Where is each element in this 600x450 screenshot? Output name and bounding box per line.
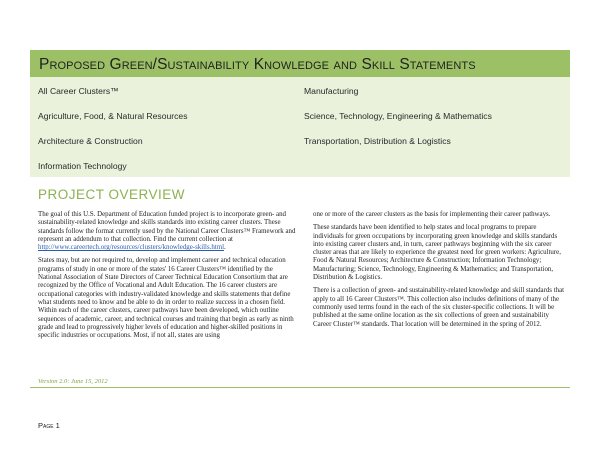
overview-paragraph-5: There is a collection of green- and sustainability-related knowledge and skill standards that apply to all 16 Career Clusters™. This collection also includes definitions of many of the commonly used terms found in the each of the six cluster-specific collections. It will be published at the same online location as the six collections of green and sustainability Career Cluster™ standards. That location will be determined in the spring of 2012. bbox=[313, 287, 565, 328]
cluster-agriculture: Agriculture, Food, & Natural Resources bbox=[38, 111, 188, 121]
version-note: Version 2.0: June 15, 2012 bbox=[38, 378, 108, 385]
overview-right-column bbox=[313, 211, 568, 334]
cluster-all-career-clusters: All Career Clusters™ bbox=[38, 86, 119, 96]
page-number: Page 1 bbox=[38, 421, 60, 430]
overview-paragraph-2: States may, but are not required to, develop and implement career and technical education programs of study in one or more of the states' 16 Career Clusters™ identified by the National Association of State Directors of Career Technical Education Consortium that are recognized by the Office of Vocational and Adult Education. The 16 career clusters are occupational categories with industry-validated knowledge and skills statements that define what students need to know and be able to do in order to realize success in a chosen field. Within each of the career clusters, career pathways have been developed, which outline sequences of academic, career, and technical courses and training that begin as early as ninth grade and lead to progressively higher levels of education and higher-skilled positions in specific industries or occupations. Most, if not all, states are using bbox=[38, 257, 294, 340]
overview-paragraph-1: The goal of this U.S. Department of Education funded project is to incorporate green- and sustainability-related knowledge and skills standards into existing career clusters. These standards follow the format currently used by the National Career Clusters™ Framework and represent an addendum to that collection. Find the current collection at http://www.careertech.org/resources/clusters/knowledge-skills.html. bbox=[38, 211, 296, 252]
overview-paragraph-4: These standards have been identified to help states and local programs to prepare individuals for green occupations by incorporating green knowledge and skills standards into existing career clusters and, in turn, career pathways beginning with the six career cluster areas that are likely to experience the greatest need for green workers: Agriculture, Food & Natural Resources; Architecture & Construction; Information Technology; Manufacturing; Science, Technology, Engineering & Mathematics; and Transportation, Distribution & Logistics. bbox=[313, 224, 561, 282]
cluster-information-technology: Information Technology bbox=[38, 161, 127, 171]
cluster-stem: Science, Technology, Engineering & Mathematics bbox=[304, 111, 492, 121]
cluster-transportation: Transportation, Distribution & Logistics bbox=[304, 136, 451, 146]
overview-paragraph-3: one or more of the career clusters as the basis for implementing their career pathways. bbox=[313, 211, 551, 218]
section-title-project-overview: PROJECT OVERVIEW bbox=[38, 187, 186, 202]
knowledge-skills-link[interactable]: http://www.careertech.org/resources/clusters/knowledge-skills.html bbox=[38, 244, 224, 252]
document-title-banner bbox=[30, 50, 570, 77]
footer-divider bbox=[30, 387, 570, 388]
cluster-manufacturing: Manufacturing bbox=[304, 86, 359, 96]
document-title: Proposed Green/Sustainability Knowledge and Skill Statements bbox=[39, 56, 476, 73]
career-clusters-panel bbox=[30, 77, 570, 177]
overview-left-column bbox=[38, 211, 296, 345]
cluster-architecture: Architecture & Construction bbox=[38, 136, 143, 146]
